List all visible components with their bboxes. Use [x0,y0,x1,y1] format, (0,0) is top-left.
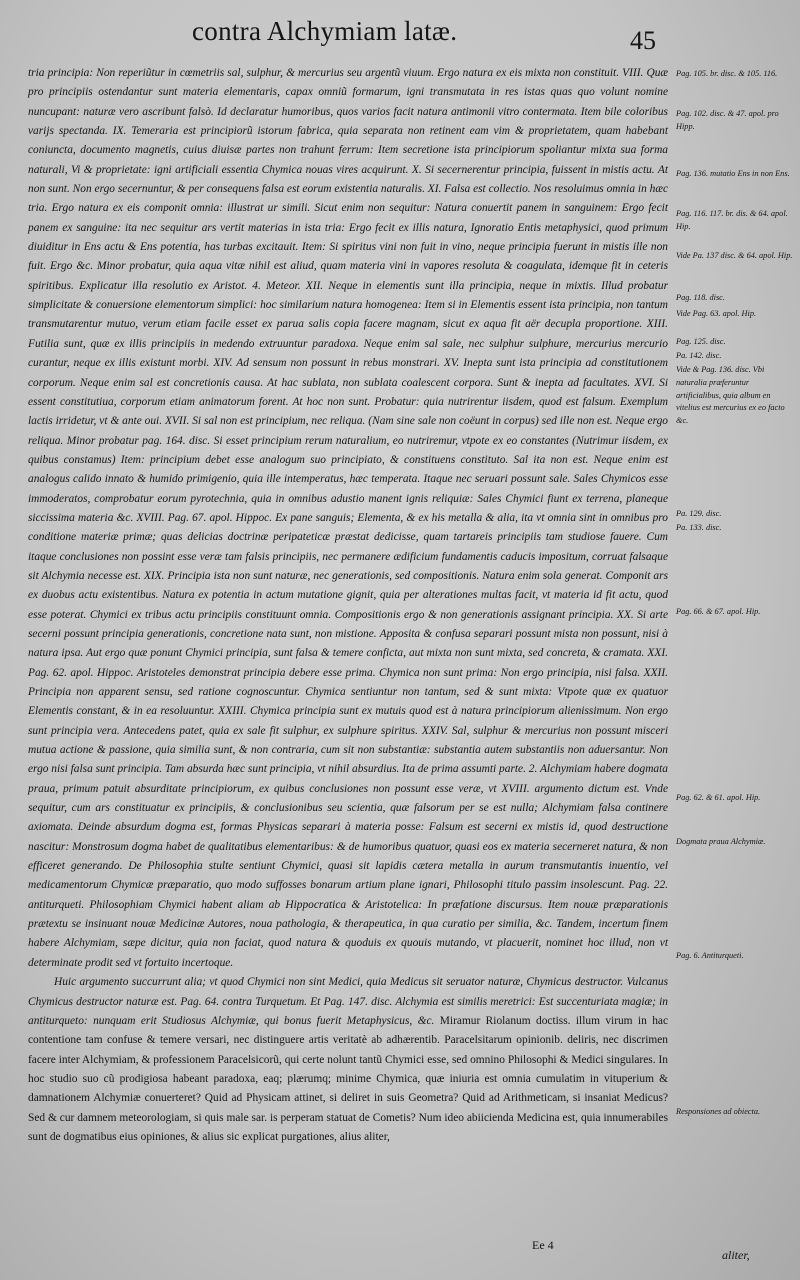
margin-note: Pag. 62. & 61. apol. Hip. [676,793,761,802]
catchword: aliter, [722,1248,750,1262]
margin-note: Pag. 66. & 67. apol. Hip. [676,607,761,616]
margin-note: Vide & Pag. 136. disc. Vbi naturalia præferuntur artificialibus, quia album en vitelius est mercurius ex eo facto &c. [676,365,785,426]
page-number: 45 [630,26,656,55]
margin-note: Pa. 133. disc. [676,523,722,532]
body-paragraph: tria principia: Non reperiũtur in cœmetriis sal, sulphur, & mercurius seu argentũ viuum. Ergo natura ex eis mixta non constituit. VIII. Quæ pro principiis ostendantur sunt materia elementaris, capax omniũ formarum, igni transmutata in res istas quas quo volunt nomine nuncupant: naturæ vero ascribunt falsò. Id declaratur humoribus, quos varios facit natura antimonii vitro contermata. Item bile coloribus varijs spectanda. IX. Temeraria est principiorũ istorum fabrica, quia separata non retinent eam vim & proprietatem, quam habebant coniuncta, documento magnetis, cuius diuisæ partes non trahunt ferrum: Item secretione ista principiorum spoliantur mixta sua forma naturali, Vi & proprietate: igni artificiali essentia Chymica nouas vires acquirunt. X. Si secernerentur principia, fuissent in mistis actu. At non sunt. Non ergo secernuntur, & per consequens falsa est eorum existentia naturalis. XI. Falsa est collectio. Nos resoluimus omnia in hæc tria. Ergo natura ex eis componit omnia: illustrat ur simili. Sicut enim non sequitur: Natura conuertit panem in sanguinem: Ergo fecit panem ex sanguine: ita nec sequitur ars vertit materias in ista tria: Ergo fecit ex illis natura, Ignoratio Entis metaphysici, quod primum diuiditur in Ens actu & Ens potentia, has turbas excitauit. Item: Si spiritus vini non fuit in vino, neque principia fuerunt in mistis ille non fuit. Ergo &c. Minor probatur, quia aqua vitæ nihil est aliud, quam materia vini in vapores resoluta & coagulata, idemque fit in ceteris spiritibus. Explicatur illa resolutio ex Aristot. 4. Meteor. XII. Neque in elementis sunt illa principia, neque in mixtis. Illud probatur simplicitate & conuersione elementorum simplici: hoc similarium natura homogenea: Item si in Elementis essent ista principia, non tantum transmutarentur mutuo, verum etiam facile esset ex parua salis copia facere magnam, sicut ex aqua fit aër decupla proportione. XIII. Futilia sunt, quæ ex illis principiis in medendo extruuntur paradoxa. Neque enim sal sale, nec sulphur sulphure, mercurius mercurio curantur, neque ex illis existunt morbi. XIV. Ad sensum non possunt in rebus monstrari. XV. Inepta sunt ista principia ad constitutionem corporum. Neque enim sal est concretionis causa. At hac sublata, non sublata coalescent corpora. Sunt & inepta ad facultates. XVI. Si essent constitutiua, corporum etiam animatorum forent. At hoc non sunt. Probatur: quia nutrirentur iisdem, quod est falsum. Exemplum lactis irridetur, vt & ante oui. XVII. Si sal non est principium, nec reliqua. (Nam sine sale non coëunt in corpus) sed ille non est. Neque ergo reliqua. Minor probatur pag. 164. disc. Si esset principium rerum naturalium, eo nutriremur, vtpote ex eo constantes (Nutrimur iisdem, ex quibus constamus) Item: principium debet esse analogum suo principiato, & constituens constituto. Sal ita non est. Neque enim est analogus calido innato & humido primigenio, quia ille intemperatus, hæc temperata. Itaque nec seruari possunt sale. Sales Chymicos esse immoderatos, comprobatur eorum pyrotechnia, quia in omnibus adustio manent ignis reliquiæ: Sales Chymici fiunt ex terrena, planeque siccissima materia &c. XVIII. Pag. 67. apol. Hippoc. Ex pane sanguis; Elementa, & ex his metalla & alia, ita vt omnia sint in omnibus pro conditione materiæ primæ; quas delicias doctrinæ peripateticæ præstat dedicisse, quam tartareis principiis tam studiose fauere. Cum itaque conclusiones non possint esse veræ tam falsis principiis, nec permanere ædificium fundamentis caducis impositum, corruat falsaque sit Alchymia necesse est. XIX. Principia ista non sunt naturæ, nec generationis, sed compositionis. Natura enim sola generat. Componit ars ex duobus actu existentibus. Natura ex potentia in actum mutatione gignit, quia per alterationes multas facit, vt materia id fit actu, quod esse poterat. Chymici ex tribus actu principiis constituunt omnia. Compositionis ergo & non generationis assignant principia. XX. Si arte secerni possunt principia generationis, concretione nata sunt, non mistione. Apposita & confusa separari possunt mista non possunt, nisi à natura ipsa. Aut ergo quæ ponunt Chymici principia, sunt falsa & temere conficta, aut mixta non sunt mixta, sed concreta, & cramata. XXI. Pag. 62. apol. Hippoc. Aristoteles demonstrat principia debere esse prima. Chymica non sunt prima: Non ergo principia, nisi falsa. XXII. Principia non apparent sensu, sed ratione cognoscuntur. Chymica sentiuntur non tantum, sed & sunt mixta: Vtpote quæ ex quatuor Elementis constant, & in ea resoluuntur. XXIII. Chymica principia sunt ex mutuis quod est à natura principiorum alienissimum. Non ergo sunt principia vera. Antecedens patet, quia ex sale fit sulphur, ex sulphure spiritus. XXIV. Sal, sulphur & mercurius non possunt misceri mutua actione & passione, quia similia sunt, & non contraria, cum sit non substantiæ: substantia autem substantiis non aduersantur. Non ergo nisi falsa sunt principia. Tam absurda hæc sunt principia, vt nihil absurdius. Ita de prima assumti parte. 2. Alchymiam habere dogmata praua, primum patuit absurditate principiorum, ex quibus conclusiones non possunt esse veræ, vt XVIII. argumento dictum est. Vnde sequitur, cum ars constituatur ex principiis, & conclusionibus seu scientia, quæ falsorum per se est nulla; Alchymiam falsa continere axiomata. Deinde absurdum dogma est, formas Physicas separari à materia posse: Falsum est secerni ex mistis id, quod destructione nascitur: Monstrosum dogma habet de qualitatibus elementaribus: & de humoribus quatuor, quasi eos ex materia secerneret natura, & non efficeret generando. De Philosophia stulte sentiunt Chymici, quasi sit lapidis cætera metalla in aurum transmutantis inuentio, vel medicamentorum Chymicæ præparatio, quo modo suffosses bonarum artium plane ignari, Philosophi titulo passim insolescunt. Pag. 22. antiturqueti. Philosophiam Chymici habent aliam ab Hippocratica & Aristotelica: In præfatione discursus. Item nouæ præparationis prætextu se insinuant nouæ Medicinæ Autores, noua pathologia, & therapeutica, in qua curatio per similia, &c. Tandem, incertum finem habere Alchymiam, sæpe dicitur, quia non faciat, quod natura & quoduis ex quouis mutando, vt placuerit, nominet hoc illud, non vt determinate prodit sed vt fortuito incertoque. [28,67,668,969]
margin-note: Pag. 105. br. disc. & 105. 116. [676,69,778,78]
main-text-column [28,64,668,1234]
margin-note: Pa. 129. disc. [676,509,722,518]
italic-passage: Huic argumento succurrunt alia; vt quod Chymici non sint Medici, quia Medicus sit seruator naturæ, Chymicus destructor. Vulcanus Chymicus destructor naturæ est. Pag. 64. contra Turquetum. Et Pag. 147. disc. Alchymia est similis meretrici: Est succenturiata magiæ; in antiturqueto: nunquam erit Studiosus Alchymiæ, qui bonus fuerit Metaphysicus, &c. [28,976,668,1027]
margin-note: Vide Pa. 137 disc. & 64. apol. Hip. [676,251,793,260]
margin-note: Pag. 102. disc. & 47. apol. pro Hipp. [676,109,779,131]
margin-note: Pag. 116. 117. br. dis. & 64. apol. Hip. [676,209,788,231]
body-paragraph [28,973,668,1147]
margin-note: Vide Pag. 63. apol. Hip. [676,309,757,318]
margin-note: Pag. 125. disc. [676,337,726,346]
margin-note: Pa. 142. disc. [676,351,722,360]
margin-note: Responsiones ad obiecta. [676,1107,761,1116]
margin-note: Pag. 118. disc. [676,293,725,302]
running-title: contra Alchymiam latæ. [192,16,458,46]
signature-mark: Ee 4 [532,1238,554,1252]
roman-passage: Miramur Riolanum doctiss. illum virum in hac contentione tam confuse & temere versari, nec distinguere artis veritatè ab adhærentib. Paracelsitarum opinionib. deliris, nec discrimen facere inter Alchymiam, & professionem Paracelsicorũ, qui certe nolunt tantũ Chymici esse, sed omnino Philosophi & Medici singulares. In hoc studio suo cũ prodigiosa habeant paradoxa, eaq; plærumq; minime Chymica, quæ iniuria est omnia cumulatim in vituperium & damnationem Alchymiæ conuerteret? Quid ad Physicam attinet, si deliret in suis Geometra? Quid ad Arithmeticam, si insaniat Medicus? Sed & cur damnem meteorologiam, si quis male sar. is perperam statuat de Cometis? Num ideo abiicienda Medicina est, quia innumerabiles sunt de dogmatibus eius opiniones, & alius sic explicat purgationes, alius aliter, [28,1014,668,1143]
margin-note: Pag. 6. Antiturqueti. [676,951,744,960]
margin-note: Pag. 136. mutatio Ens in non Ens. [676,169,790,178]
margin-note: Dogmata praua Alchymiæ. [676,837,766,846]
